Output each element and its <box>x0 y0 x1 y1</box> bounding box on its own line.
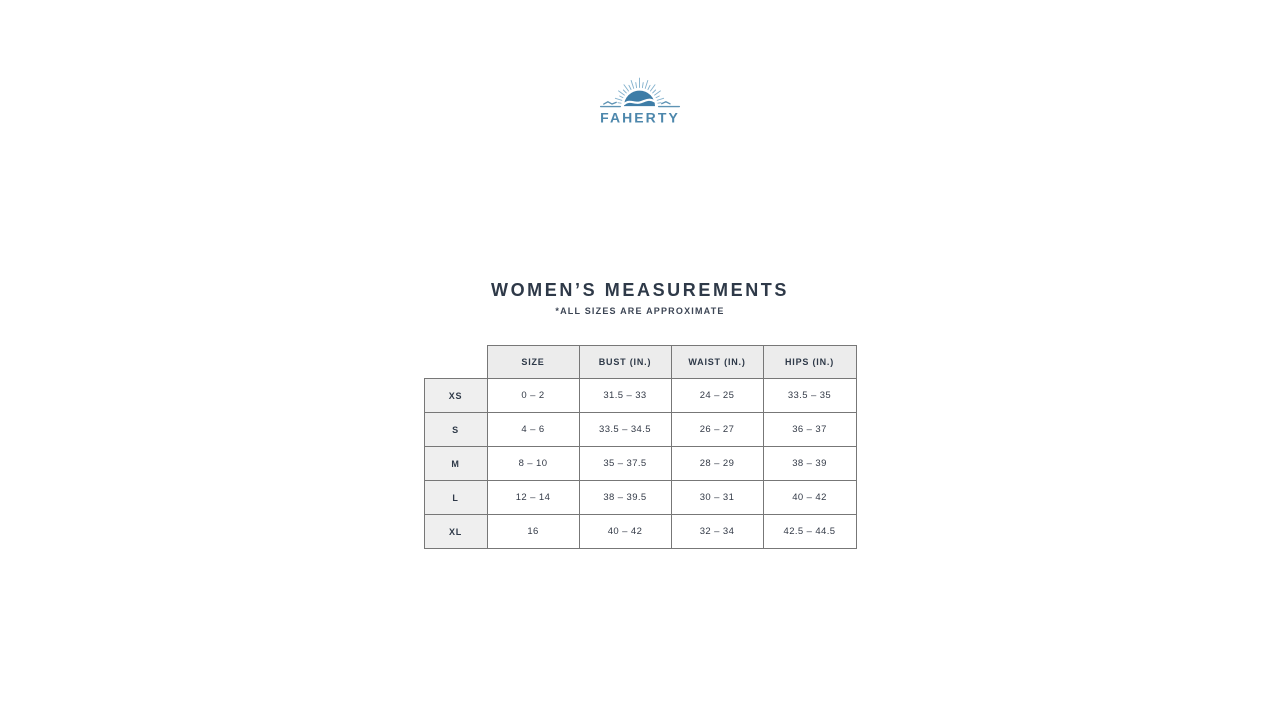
cell-size: 0 – 2 <box>487 379 579 413</box>
row-label: L <box>424 481 487 515</box>
column-header-hips: HIPS (IN.) <box>763 346 856 379</box>
cell-hips: 38 – 39 <box>763 447 856 481</box>
page-title: WOMEN’S MEASUREMENTS <box>490 280 789 300</box>
cell-bust: 38 – 39.5 <box>579 481 671 515</box>
cell-waist: 32 – 34 <box>671 515 763 549</box>
cell-hips: 42.5 – 44.5 <box>763 515 856 549</box>
cell-waist: 26 – 27 <box>671 413 763 447</box>
cell-hips: 36 – 37 <box>763 413 856 447</box>
cell-size: 16 <box>487 515 579 549</box>
cell-hips: 40 – 42 <box>763 481 856 515</box>
table-row-m <box>424 447 856 481</box>
column-header-size: SIZE <box>487 346 579 379</box>
cell-size: 8 – 10 <box>487 447 579 481</box>
cell-bust: 35 – 37.5 <box>579 447 671 481</box>
column-header-waist: WAIST (IN.) <box>671 346 763 379</box>
cell-hips: 33.5 – 35 <box>763 379 856 413</box>
row-label: XL <box>424 515 487 549</box>
cell-bust: 40 – 42 <box>579 515 671 549</box>
table-row-s <box>424 413 856 447</box>
size-chart-table <box>424 345 857 549</box>
table-row-l <box>424 481 856 515</box>
cell-waist: 24 – 25 <box>671 379 763 413</box>
corner-cell <box>424 346 487 379</box>
page-subtitle: *ALL SIZES ARE APPROXIMATE <box>555 306 725 316</box>
row-label: M <box>424 447 487 481</box>
column-header-bust: BUST (IN.) <box>579 346 671 379</box>
sun-icon <box>624 91 655 107</box>
table-row-xl <box>424 515 856 549</box>
brand-wordmark: FAHERTY <box>600 109 680 126</box>
table-row-xs <box>424 379 856 413</box>
faherty-logo <box>595 74 685 132</box>
cell-size: 4 – 6 <box>487 413 579 447</box>
cell-size: 12 – 14 <box>487 481 579 515</box>
row-label: S <box>424 413 487 447</box>
header-row <box>424 346 856 379</box>
cell-waist: 28 – 29 <box>671 447 763 481</box>
row-label: XS <box>424 379 487 413</box>
cell-bust: 33.5 – 34.5 <box>579 413 671 447</box>
cell-bust: 31.5 – 33 <box>579 379 671 413</box>
cell-waist: 30 – 31 <box>671 481 763 515</box>
